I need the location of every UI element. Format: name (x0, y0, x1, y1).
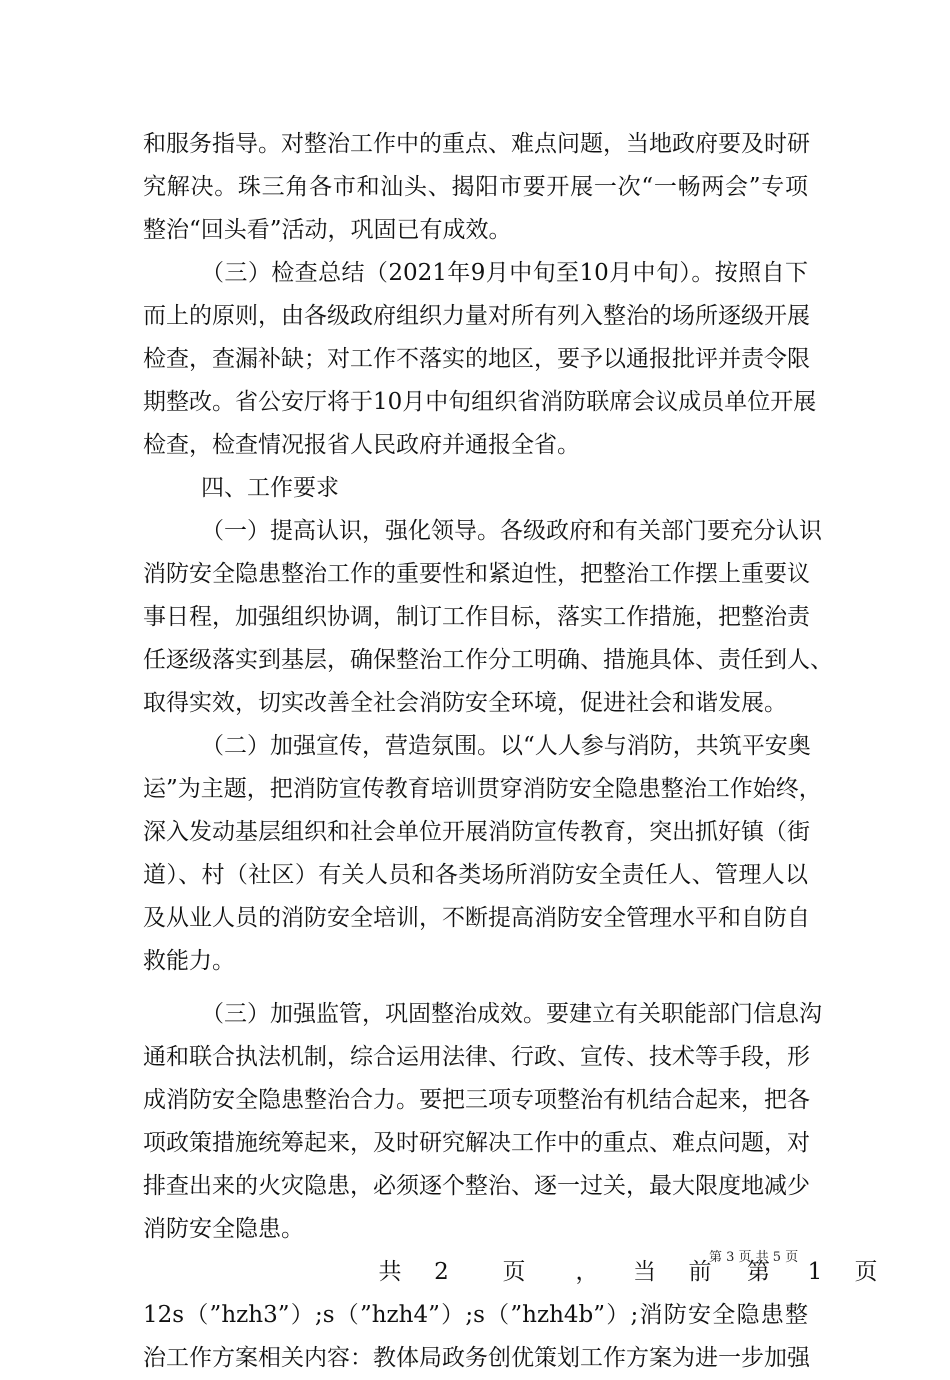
text-line: 取得实效，切实改善全社会消防安全环境，促进社会和谐发展。 (143, 690, 787, 716)
pager-token: 页 (854, 1259, 878, 1285)
text-line: （一）提高认识，强化领导。各级政府和有关部门要充分认识 (201, 518, 822, 544)
text-line: 任逐级落实到基层，确保整治工作分工明确、措施具体、责任到人、 (143, 647, 833, 673)
text-line: 期整改。省公安厅将于10月中旬组织省消防联席会议成员单位开展 (143, 389, 817, 415)
page-footer: 第 3 页 共 5 页 (709, 1250, 799, 1265)
pager-token: 2 (434, 1259, 449, 1285)
text-line: 深入发动基层组织和社会单位开展消防宣传教育，突出抓好镇（街 (143, 819, 810, 845)
text-line: 项政策措施统筹起来，及时研究解决工作中的重点、难点问题，对 (143, 1130, 810, 1156)
text-line: 成消防安全隐患整治合力。要把三项专项整治有机结合起来，把各 (143, 1087, 810, 1113)
text-line: 12s（”hzh3”）;s（”hzh4”）;s（”hzh4b”）;消防安全隐患整 (143, 1302, 808, 1328)
text-line: （三）检查总结（2021年9月中旬至10月中旬）。按照自下 (201, 260, 808, 286)
pager-token: 1 (807, 1259, 823, 1285)
section-heading: 四、工作要求 (201, 475, 339, 501)
document-body (143, 123, 878, 1380)
text-line: （三）加强监管，巩固整治成效。要建立有关职能部门信息沟 (201, 1001, 822, 1027)
text-line: 究解决。珠三角各市和汕头、揭阳市要开展一次“一畅两会”专项 (143, 174, 808, 200)
pager-token: 第 (747, 1259, 770, 1285)
text-line: 及从业人员的消防安全培训，不断提高消防安全管理水平和自防自 (143, 905, 810, 931)
text-line: （二）加强宣传，营造氛围。以“人人参与消防，共筑平安奥 (201, 733, 811, 759)
text-line: 和服务指导。对整治工作中的重点、难点问题，当地政府要及时研 (143, 131, 810, 157)
text-line: 检查，检查情况报省人民政府并通报全省。 (143, 432, 580, 458)
text-line: 运”为主题，把消防宣传教育培训贯穿消防安全隐患整治工作始终， (143, 776, 822, 802)
text-line: 救能力。 (143, 948, 235, 974)
pager-token: 当 (633, 1259, 656, 1285)
text-line: 而上的原则，由各级政府组织力量对所有列入整治的场所逐级开展 (143, 303, 810, 329)
text-line: 治工作方案相关内容：教体局政务创优策划工作方案为进一步加强 (143, 1345, 810, 1371)
text-line: 消防安全隐患整治工作的重要性和紧迫性，把整治工作摆上重要议 (143, 561, 810, 587)
pager-token: ， (575, 1259, 599, 1285)
text-line: 整治“回头看”活动，巩固已有成效。 (143, 217, 512, 243)
pager-token: 页 (502, 1259, 526, 1285)
text-line: 排查出来的火灾隐患，必须逐个整治、逐一过关，最大限度地减少 (143, 1173, 810, 1199)
text-line: 通和联合执法机制，综合运用法律、行政、宣传、技术等手段，形 (143, 1044, 810, 1070)
text-line: 道）、村（社区）有关人员和各类场所消防安全责任人、管理人以 (143, 862, 808, 888)
text-line: 消防安全隐患。 (143, 1216, 304, 1242)
text-line: 检查，查漏补缺；对工作不落实的地区，要予以通报批评并责令限 (143, 346, 810, 372)
text-line: 事日程，加强组织协调，制订工作目标，落实工作措施，把整治责 (143, 604, 810, 630)
pager-token: 共 (378, 1259, 402, 1285)
pager-token: 前 (688, 1259, 712, 1285)
